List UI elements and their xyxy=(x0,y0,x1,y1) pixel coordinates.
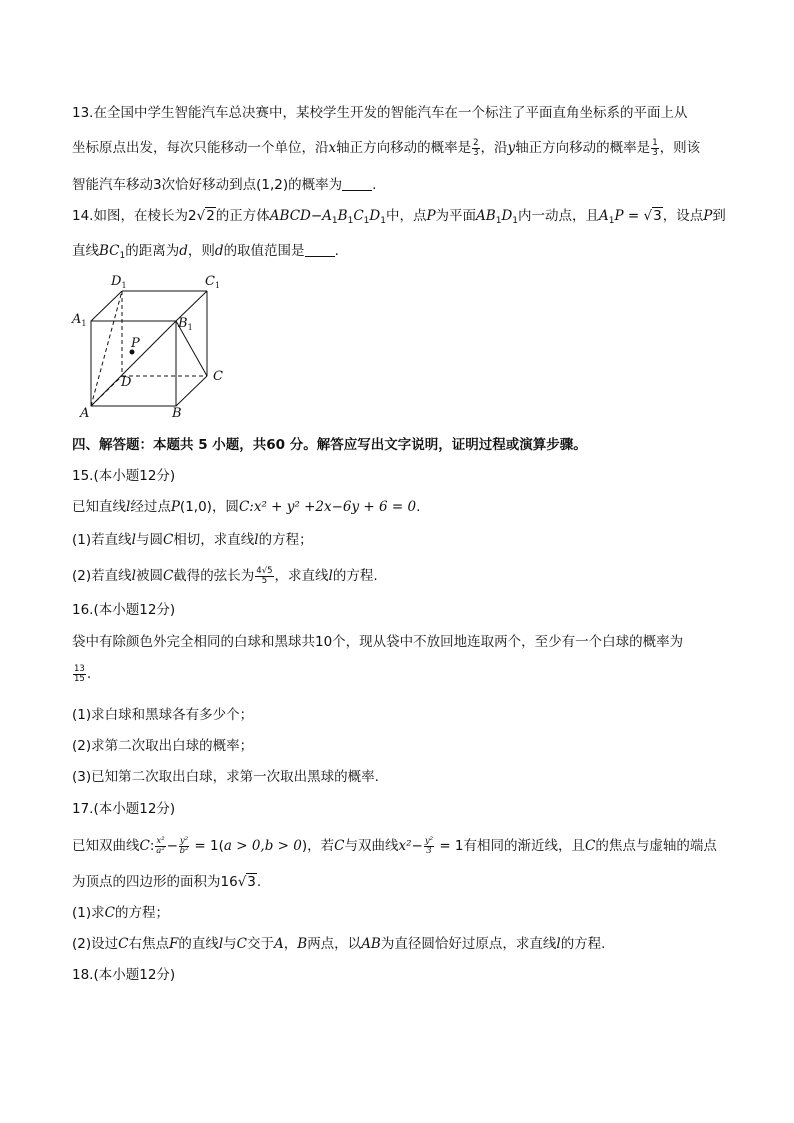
q15-stem: 已知直线l经过点P(1,0)，圆C:x² + y² +2x−6y + 6 = 0. xyxy=(72,499,421,515)
q17-stem-cont: 为顶点的四边形的面积为16√3. xyxy=(72,874,262,890)
q15-part1: (1)若直线l与圆C相切，求直线l的方程； xyxy=(72,532,313,548)
q13-line1: 13.在全国中学生智能汽车总决赛中，某校学生开发的智能汽车在一个标注了平面直角坐标系的平面上从 xyxy=(72,105,688,121)
q13-line2: 坐标原点出发，每次只能移动一个单位，沿x轴正方向移动的概率是 $\frac{2}{3}$ ，沿y轴正方向移动的概率是 $\frac{1}{3}$ ，则该 xyxy=(72,137,701,158)
q17-part1: (1)求C的方程； xyxy=(72,905,169,921)
q13-prob-y: $\frac{1}{3}$ xyxy=(652,137,658,158)
label-c1: $C_1$ xyxy=(205,274,221,290)
q14-answer-blank[interactable] xyxy=(305,242,335,257)
hidden-diagonal-a-d1 xyxy=(91,291,122,406)
q17-frac-y2: $\frac{\text{y²}}{3}$ xyxy=(424,835,434,856)
q17-stem: 已知双曲线C: $\frac{\text{x²}}{\text{a²}}$ − $\frac{\text{y²}}{\text{b²}}$ = 1(a > 0,b > 0)，若C与双曲线x²− $\frac{\text{y²}}{3}$ = 1有相同的渐近线，且C的焦点与虚轴的端点 xyxy=(72,835,717,856)
q14-line1: 14.如图，在棱长为2√2的正方体$ABCD-A_1B_1C_1D_1$中，点P为平面$AB_1D_1$内一动点，且$A_1P = √3$，设点P到 xyxy=(72,208,726,226)
label-a: A xyxy=(80,406,90,421)
label-d: D xyxy=(121,375,132,390)
q16-heading: 16.(本小题12分) xyxy=(72,602,176,618)
q13-answer-blank[interactable] xyxy=(342,176,372,191)
q16-probability: $\frac{13}{15}$ xyxy=(74,663,85,684)
q13-prob-x: $\frac{2}{3}$ xyxy=(473,137,479,158)
label-a1: $A_1$ xyxy=(72,312,87,328)
label-p: P xyxy=(131,336,140,351)
q16-part3: (3)已知第二次取出白球，求第一次取出黑球的概率. xyxy=(72,769,379,785)
q15-part2: (2)若直线l被圆C截得的弦长为 $\frac{4√5}{5}$ ，求直线l的方程. xyxy=(72,565,378,586)
q15-chord-length: $\frac{4√5}{5}$ xyxy=(256,565,273,586)
q14-line2: 直线$BC_1$的距离为d，则d的取值范围是 . xyxy=(72,243,339,261)
q16-stem: 袋中有除颜色外完全相同的白球和黑球共10个，现从袋中不放回地连取两个，至少有一个白球的概率为 xyxy=(72,634,684,650)
q17-heading: 17.(本小题12分) xyxy=(72,801,176,817)
cube-figure xyxy=(66,268,236,423)
q17-frac-x: $\frac{\text{x²}}{\text{a²}}$ xyxy=(156,835,165,856)
q17-part2: (2)设过C右焦点F的直线l与C交于A，B两点，以AB为直径圆恰好过原点，求直线l的方程. xyxy=(72,936,606,952)
q17-frac-y: $\frac{\text{y²}}{\text{b²}}$ xyxy=(179,835,189,856)
q16-part2: (2)求第二次取出白球的概率； xyxy=(72,738,254,754)
q18-heading: 18.(本小题12分) xyxy=(72,967,176,983)
label-b: B xyxy=(172,406,182,421)
section-4-heading: 四、解答题：本题共 5 小题，共60 分。解答应写出文字说明，证明过程或演算步骤。 xyxy=(72,437,587,453)
label-b1: $B_1$ xyxy=(178,316,193,332)
label-c: C xyxy=(213,369,223,384)
q13-line3: 智能汽车移动3次恰好移动到点(1,2)的概率为 . xyxy=(72,177,377,193)
edge-b-c xyxy=(176,376,207,406)
q16-stem-cont: $\frac{13}{15}$ . xyxy=(74,663,92,684)
q16-part1: (1)求白球和黑球各有多少个； xyxy=(72,707,254,723)
diagonal-a-b1 xyxy=(91,321,176,406)
q15-heading: 15.(本小题12分) xyxy=(72,468,176,484)
label-d1: $D_1$ xyxy=(111,274,127,290)
edge-a1-d1 xyxy=(91,291,122,321)
